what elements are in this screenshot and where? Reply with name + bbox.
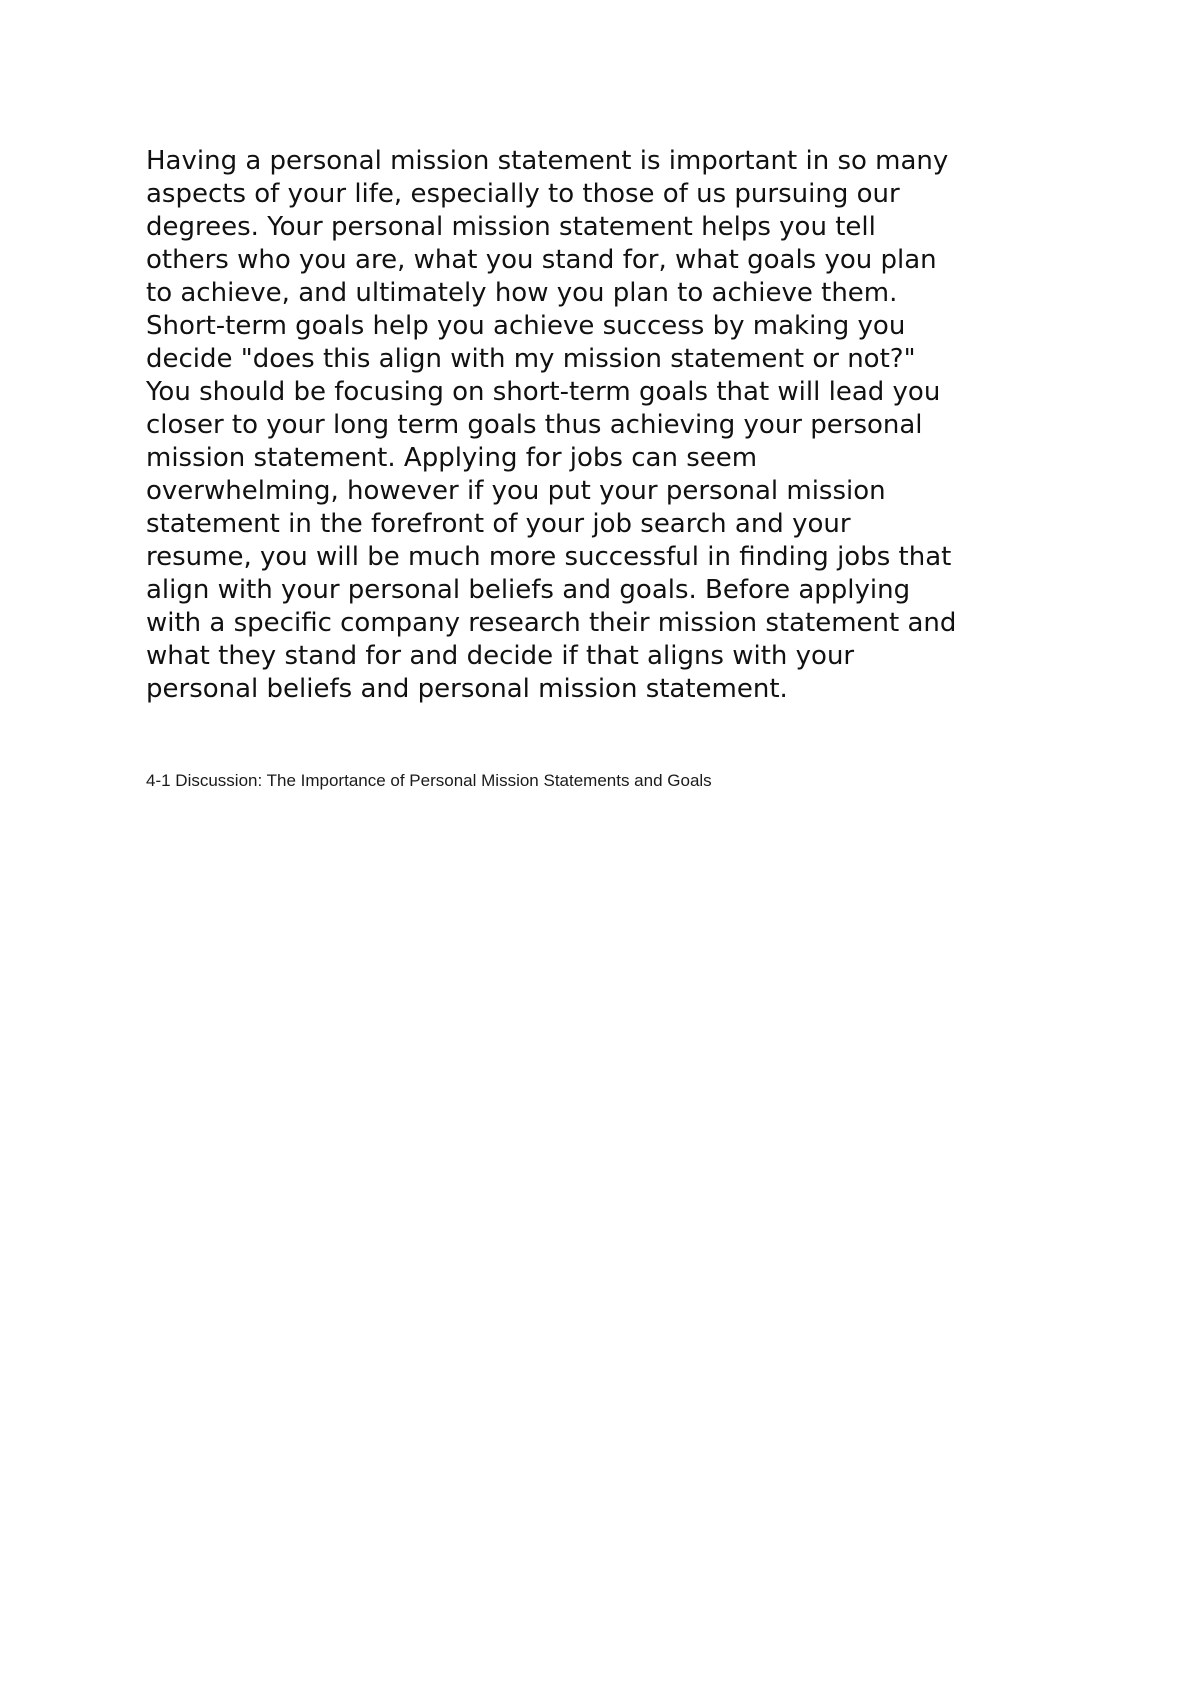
body-line: align with your personal beliefs and goals. Before applying — [146, 575, 911, 605]
body-line: decide "does this align with my mission statement or not?" — [146, 344, 916, 374]
body-line: Having a personal mission statement is important in so many — [146, 146, 949, 176]
body-line: You should be focusing on short-term goals that will lead you — [146, 377, 941, 407]
body-line: what they stand for and decide if that aligns with your — [146, 641, 855, 671]
body-paragraph — [146, 145, 1046, 706]
body-line: degrees. Your personal mission statement helps you tell — [146, 212, 876, 242]
body-line: to achieve, and ultimately how you plan to achieve them. — [146, 278, 898, 308]
body-line: Short-term goals help you achieve success by making you — [146, 311, 906, 341]
body-line: mission statement. Applying for jobs can seem — [146, 443, 758, 473]
body-line: statement in the forefront of your job search and your — [146, 509, 851, 539]
body-line: aspects of your life, especially to those of us pursuing our — [146, 179, 900, 209]
body-line: resume, you will be much more successful in finding jobs that — [146, 542, 952, 572]
body-line: others who you are, what you stand for, what goals you plan — [146, 245, 937, 275]
body-line: closer to your long term goals thus achieving your personal — [146, 410, 923, 440]
body-line: overwhelming, however if you put your personal mission — [146, 476, 886, 506]
body-line: personal beliefs and personal mission statement. — [146, 674, 788, 704]
body-line: with a specific company research their mission statement and — [146, 608, 957, 638]
document-caption: 4-1 Discussion: The Importance of Personal Mission Statements and Goals — [146, 771, 712, 790]
